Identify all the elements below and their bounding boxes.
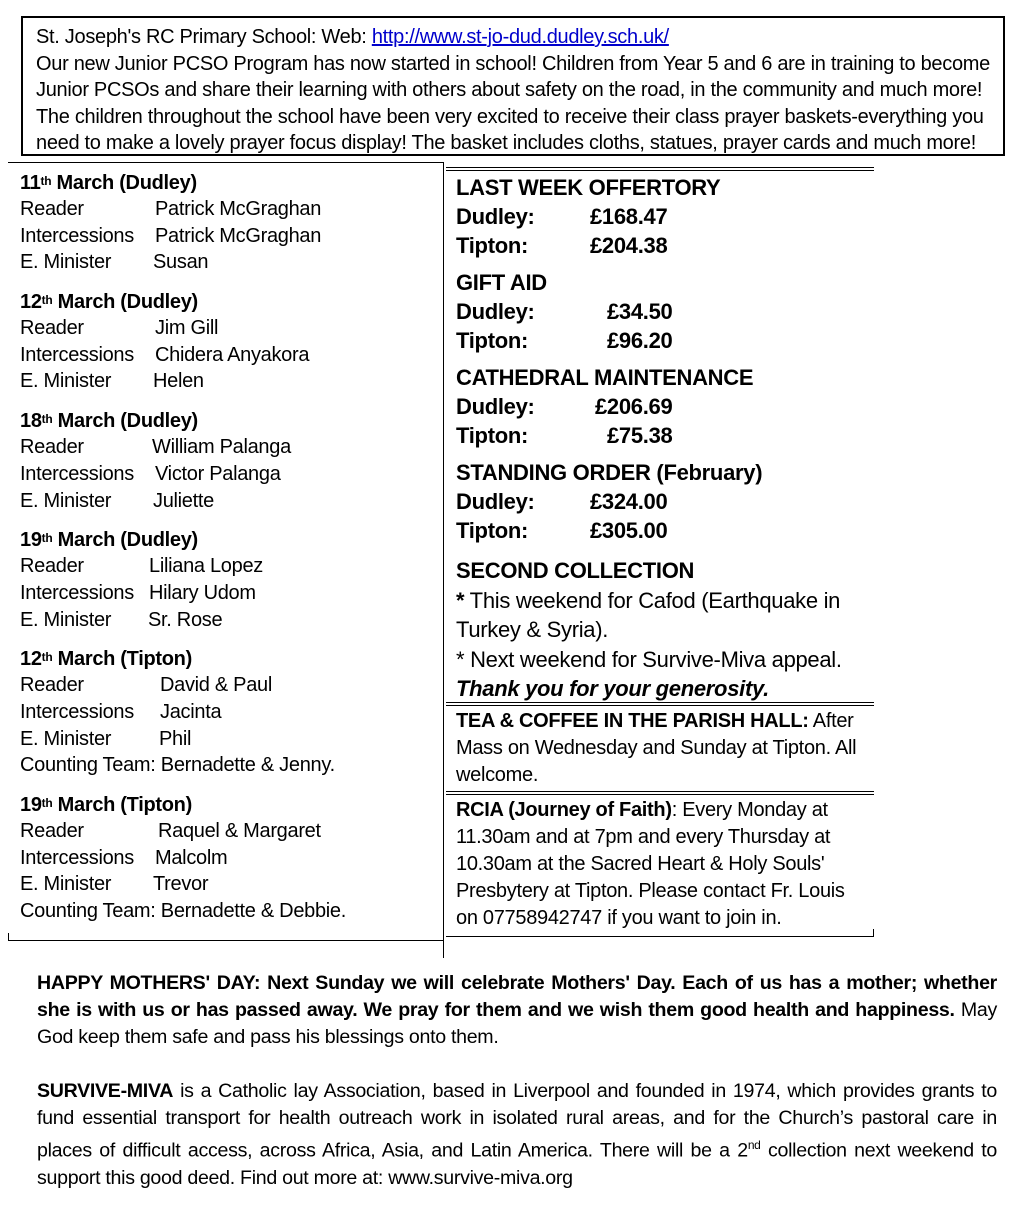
rota-role: Intercessions <box>20 462 134 485</box>
survive-miva-sup: nd <box>747 1138 761 1152</box>
rota-person: Jim Gill <box>155 317 219 340</box>
mothers-day-notice <box>37 970 997 1051</box>
column-separator <box>443 162 444 958</box>
rota-heading-rest: March (Dudley) <box>52 291 198 314</box>
rota-person: Raquel & Margaret <box>158 820 321 842</box>
collection-amount: £75.38 <box>607 423 673 448</box>
collection-row <box>456 297 866 326</box>
rota-row <box>20 315 440 342</box>
rota-row <box>20 249 440 276</box>
rota-day-suffix: th <box>41 796 53 810</box>
rota-day: 12 <box>20 291 42 314</box>
rcia-heading: RCIA (Journey of Faith) <box>456 799 672 821</box>
rota-row <box>20 368 440 395</box>
school-notice-box <box>21 16 1005 156</box>
rota-role: Intercessions <box>20 343 134 366</box>
rota-role: Reader <box>20 674 84 697</box>
divider-tick-left <box>8 933 9 941</box>
rota-role: Reader <box>20 198 84 220</box>
rota-heading-rest: March (Tipton) <box>52 794 192 816</box>
tea-heading: TEA & COFFEE IN THE PARISH HALL: <box>456 710 809 732</box>
bullet-1-text: This weekend for Cafod (Earthquake in Turkey & Syria). <box>456 587 841 642</box>
counting-team: Counting Team: Bernadette & Debbie. <box>20 900 347 923</box>
collection-amount: £305.00 <box>590 518 668 543</box>
rota-person: Juliette <box>153 489 214 512</box>
rota-day: 11 <box>20 172 41 194</box>
collection-place: Tipton: <box>456 518 529 543</box>
collection-row <box>456 326 866 355</box>
school-web-line <box>36 24 1003 51</box>
survive-miva-text-b: collection next weekend to support this good deed. Find out more at: www.survive-miva.org <box>37 1139 997 1189</box>
thanks-line: Thank you for your generosity. <box>456 676 769 701</box>
collections-panel <box>456 173 866 553</box>
divider-right-top <box>446 167 874 171</box>
collection-place: Dudley: <box>456 489 535 514</box>
collection-place: Dudley: <box>456 394 535 419</box>
collection-amount: £96.20 <box>607 328 673 353</box>
rota-person: Susan <box>153 251 209 274</box>
rota-heading-rest: March (Tipton) <box>52 648 192 671</box>
rota-role: Intercessions <box>20 846 134 869</box>
ministry-rota <box>20 170 440 938</box>
rota-date-heading <box>20 527 440 553</box>
rota-person: Victor Palanga <box>155 462 281 485</box>
rota-block <box>20 408 440 514</box>
divider-left-top <box>8 162 444 163</box>
rota-block <box>20 646 440 779</box>
rota-role: Reader <box>20 436 84 459</box>
rota-day-suffix: th <box>40 174 52 188</box>
rota-date-heading <box>20 646 440 672</box>
rota-role: Intercessions <box>20 581 134 604</box>
rota-row <box>20 342 440 369</box>
tea-text: After Mass on Wednesday and Sunday at Tipton. All welcome. <box>456 710 857 786</box>
bullet-star: * <box>456 587 465 613</box>
rota-day: 12 <box>20 648 42 671</box>
second-collection-title: SECOND COLLECTION <box>456 558 695 583</box>
rota-row <box>20 434 440 461</box>
divider-tick-right <box>873 929 874 937</box>
second-collection-item-1 <box>456 586 866 645</box>
rota-person: Patrick McGraghan <box>155 224 322 247</box>
collection-amount: £324.00 <box>590 489 668 514</box>
collection-amount: £206.69 <box>595 394 673 419</box>
rota-role: E. Minister <box>20 251 112 274</box>
rota-person: Trevor <box>153 873 209 896</box>
rota-day: 19 <box>20 794 42 816</box>
rota-person: Hilary Udom <box>149 581 256 604</box>
rota-person: Jacinta <box>160 700 222 723</box>
rota-date-heading <box>20 792 440 818</box>
junior-pcso-paragraph: Our new Junior PCSO Program has now started in school! Children from Year 5 and 6 are in training to become Junior PCSOs and share their learning with others about safety on the road, in the community and much more! <box>36 52 990 101</box>
collection-section <box>456 363 866 450</box>
rota-day-suffix: th <box>41 412 53 427</box>
rota-person: Liliana Lopez <box>149 555 263 578</box>
collection-section <box>456 458 866 545</box>
collection-place: Tipton: <box>456 423 529 448</box>
rota-row <box>20 488 440 515</box>
second-collection-item-2: * Next weekend for Survive-Miva appeal. <box>456 646 842 672</box>
collection-section <box>456 268 866 355</box>
rota-day-suffix: th <box>41 531 53 546</box>
rota-block <box>20 289 440 395</box>
rota-person: Chidera Anyakora <box>155 343 310 366</box>
collection-row <box>456 231 866 260</box>
rota-day-suffix: th <box>41 293 53 308</box>
collection-amount: £204.38 <box>590 233 668 258</box>
collection-place: Tipton: <box>456 233 529 258</box>
rota-row <box>20 196 440 223</box>
rota-row <box>20 461 440 488</box>
rota-day-suffix: th <box>41 650 53 665</box>
rota-heading-rest: March (Dudley) <box>52 410 198 433</box>
survive-miva-text-a: is a Catholic lay Association, based in Liverpool and founded in 1974, which provides grants to fund essential transport for health outreach work in isolated rural areas, and for the Church’s pastoral care in places of difficult access, across Africa, Asia, and Latin America. There will be a 2 <box>37 1080 997 1162</box>
rota-row <box>20 223 440 250</box>
collection-place: Dudley: <box>456 204 535 229</box>
collection-section <box>456 173 866 260</box>
second-collection <box>456 556 866 704</box>
rota-row <box>20 580 440 607</box>
collection-title: GIFT AID <box>456 270 547 295</box>
rota-person: Sr. Rose <box>148 608 223 631</box>
mothers-day-text: May God keep them safe and pass his blessings onto them. <box>37 999 997 1048</box>
rota-person: Patrick McGraghan <box>155 198 322 220</box>
rota-role: Reader <box>20 317 84 340</box>
collection-row <box>456 487 866 516</box>
bottom-notices <box>37 970 997 1219</box>
rota-role: Intercessions <box>20 700 134 723</box>
rota-role: Reader <box>20 820 84 842</box>
rota-person: David & Paul <box>160 674 273 697</box>
collection-title: STANDING ORDER (February) <box>456 460 763 485</box>
rota-date-heading <box>20 289 440 315</box>
rcia-text: : Every Monday at 11.30am and at 7pm and every Thursday at 10.30am at the Sacred Heart & Holy Souls' Presbytery at Tipton. Please contact Fr. Louis on 07758942747 if you want to join in. <box>456 799 845 929</box>
rota-role: E. Minister <box>20 489 112 512</box>
rota-row <box>20 845 440 872</box>
rota-row <box>20 871 440 898</box>
rota-heading-rest: March (Dudley) <box>51 172 197 194</box>
rota-row <box>20 699 440 726</box>
collection-row <box>456 421 866 450</box>
rota-person: Phil <box>159 727 192 750</box>
mothers-day-bold: HAPPY MOTHERS' DAY: Next Sunday we will celebrate Mothers' Day. Each of us has a mother; whether she is with us or has passed away. We pray for them and we wish them good health and happiness. <box>37 972 997 1021</box>
divider-before-rcia <box>446 791 874 795</box>
survive-miva-notice <box>37 1078 997 1192</box>
collection-title: CATHEDRAL MAINTENANCE <box>456 365 754 390</box>
collection-title: LAST WEEK OFFERTORY <box>456 175 721 200</box>
rota-person: William Palanga <box>152 436 291 459</box>
collection-row <box>456 202 866 231</box>
rota-row <box>20 607 440 634</box>
school-website-link[interactable]: http://www.st-jo-dud.dudley.sch.uk/ <box>371 26 669 48</box>
divider-right-bottom <box>446 936 874 937</box>
rota-person: Malcolm <box>155 846 228 869</box>
rota-day: 18 <box>20 410 42 433</box>
rota-block <box>20 527 440 633</box>
rota-role: E. Minister <box>20 873 112 896</box>
collection-amount: £34.50 <box>607 299 673 324</box>
rota-role: Reader <box>20 555 84 578</box>
rota-row <box>20 818 440 845</box>
rota-date-heading <box>20 408 440 434</box>
rota-role: Intercessions <box>20 224 134 247</box>
rota-block <box>20 170 440 276</box>
divider-left-bottom <box>8 940 444 941</box>
collection-row <box>456 516 866 545</box>
rota-block <box>20 792 440 925</box>
survive-miva-bold: SURVIVE-MIVA <box>37 1080 174 1102</box>
rota-role: E. Minister <box>20 370 112 393</box>
rcia-notice <box>456 797 866 932</box>
rota-heading-rest: March (Dudley) <box>52 529 198 552</box>
rota-person: Helen <box>153 370 204 393</box>
collection-place: Dudley: <box>456 299 535 324</box>
rota-row <box>20 726 440 753</box>
counting-team: Counting Team: Bernadette & Jenny. <box>20 754 335 777</box>
prayer-baskets-paragraph: The children throughout the school have been very excited to receive their class prayer baskets-everything you need to make a lovely prayer focus display! The basket includes cloths, statues, prayer cards and much more! <box>36 105 984 154</box>
rota-role: E. Minister <box>20 727 112 750</box>
rota-row <box>20 553 440 580</box>
rota-date-heading <box>20 170 440 196</box>
collection-row <box>456 392 866 421</box>
collection-place: Tipton: <box>456 328 529 353</box>
rota-row <box>20 672 440 699</box>
rota-day: 19 <box>20 529 42 552</box>
school-web-prefix: St. Joseph's RC Primary School: Web: <box>36 26 372 48</box>
tea-coffee-notice <box>456 708 866 789</box>
rota-role: E. Minister <box>20 608 112 631</box>
collection-amount: £168.47 <box>590 204 668 229</box>
